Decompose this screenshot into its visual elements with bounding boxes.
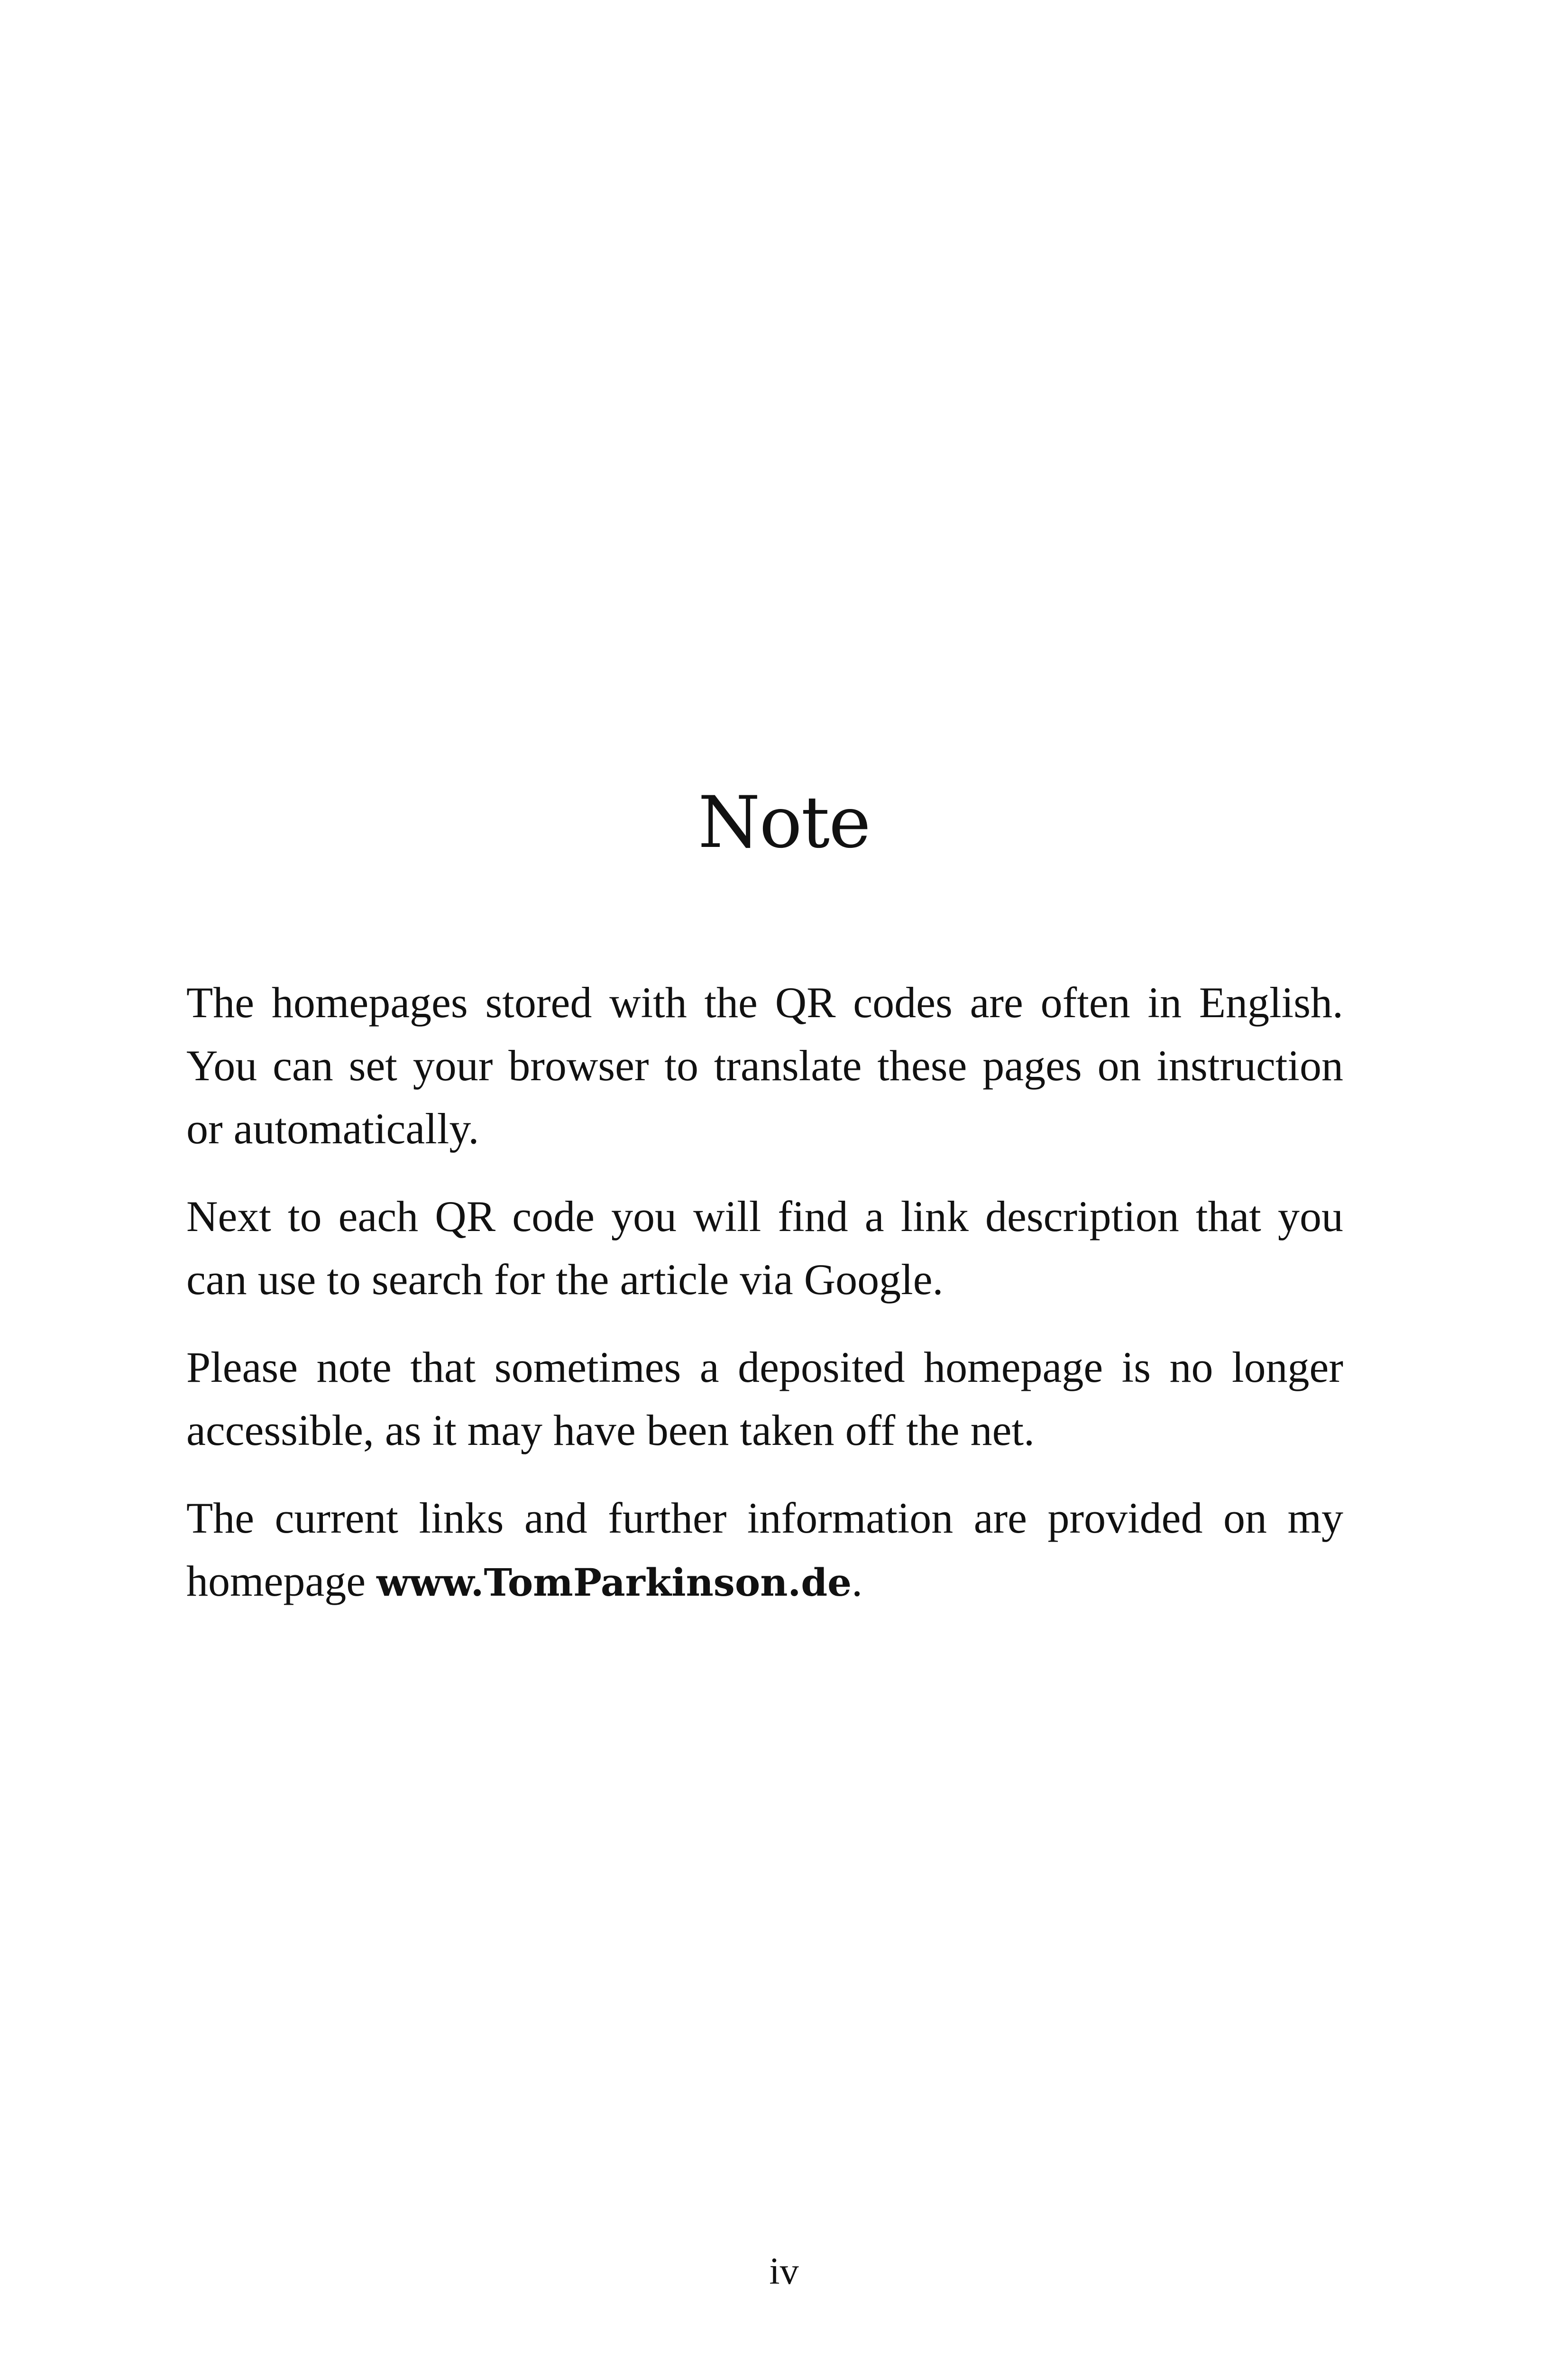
paragraph-link-description: Next to each QR code you will find a link description that you can use to search for the article via Google. xyxy=(186,1192,1343,1304)
paragraph-language-note: The homepages stored with the QR codes are often in English. You can set your browser to translate these pages on instruction or automatically. xyxy=(186,978,1343,1153)
homepage-text: The current links and further information are provided on my homepage xyxy=(186,1494,1343,1605)
note-body xyxy=(186,971,1343,1639)
page-title: Note xyxy=(698,781,870,864)
homepage-punctuation: . xyxy=(852,1557,863,1605)
page-number: iv xyxy=(769,2251,799,2292)
paragraph-accessibility-note: Please note that sometimes a deposited homepage is no longer accessible, as it may have been taken off the net. xyxy=(186,1343,1343,1454)
paragraph-homepage-info xyxy=(186,1487,1343,1614)
homepage-link[interactable]: www.TomParkinson.de xyxy=(376,1560,852,1605)
